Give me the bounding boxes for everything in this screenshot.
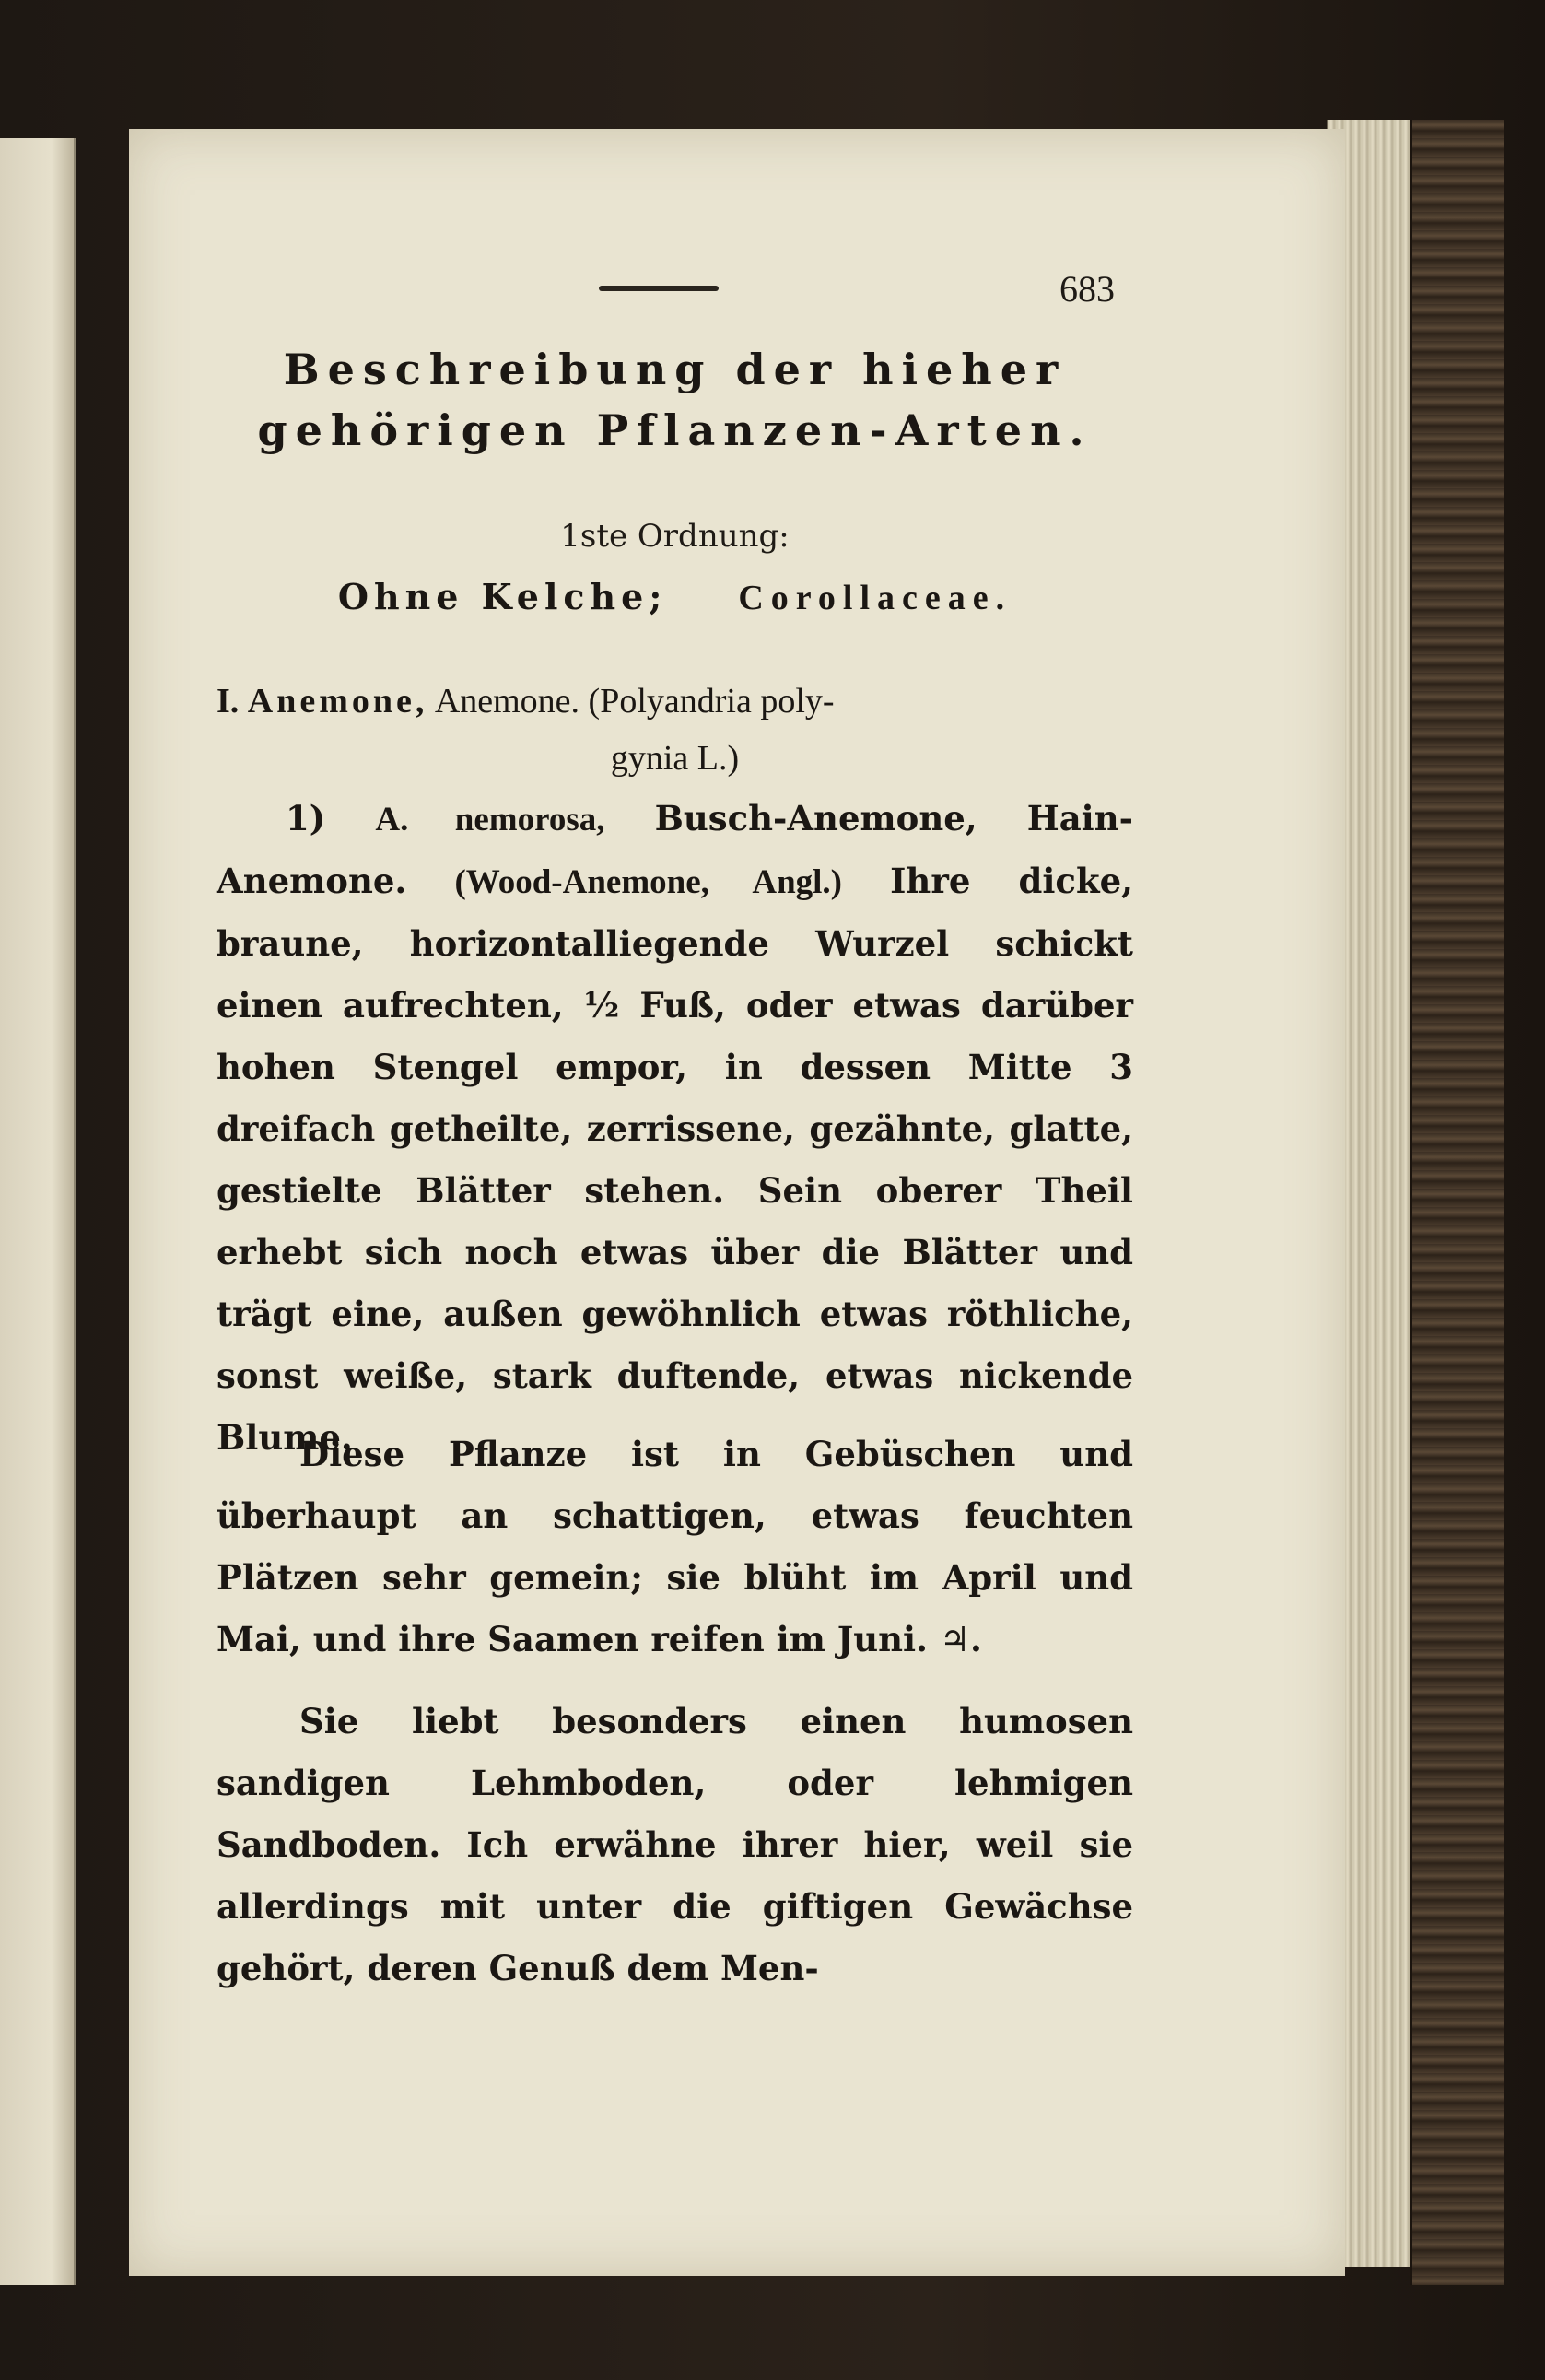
genus-latin-name: Anemone, bbox=[247, 682, 428, 721]
order-german-name: Ohne Kelche; bbox=[337, 576, 668, 617]
species-english-name: (Wood-Anemone, Angl.) bbox=[454, 863, 842, 901]
left-page-edge bbox=[0, 138, 76, 2285]
genus-classification-cont: gynia L.) bbox=[610, 739, 740, 778]
species-paragraph bbox=[217, 788, 1133, 1469]
order-subtitle bbox=[217, 576, 1133, 618]
habitat-paragraph: Diese Pflanze ist in Gebüschen und überhaupt an schattigen, etwas feuchten Plätzen sehr gemein; sie blüht im April und Mai, und ihre Saamen reifen im Juni. ♃. bbox=[217, 1434, 1133, 1659]
species-latin-name: A. nemorosa, bbox=[375, 801, 605, 838]
section-title: Beschreibung der hieher gehörigen Pflanzen-Arten. bbox=[257, 345, 1093, 455]
order-latin-name: Corollaceae. bbox=[738, 579, 1012, 617]
species-german-names: Busch-Anemone, Hain-Anemone. bbox=[217, 798, 1133, 901]
header-rule bbox=[599, 286, 719, 291]
species-description: Ihre dicke, braune, horizontalliegende Wurzel schickt einen aufrechten, ½ Fuß, oder etwas darüber hohen Stengel empor, in dessen Mitte 3 dreifach getheilte, zerrissene, gezähnte, glatte, gestielte Blätter stehen. Sein oberer Theil erhebt sich noch etwas über die Blätter und trägt eine, außen gewöhnlich etwas röthliche, sonst weiße, stark duftende, etwas nickende Blume. bbox=[217, 861, 1133, 1458]
genus-heading bbox=[217, 673, 1133, 787]
genus-classification: (Polyandria poly- bbox=[588, 682, 835, 721]
soil-paragraph: Sie liebt besonders einen humosen sandigen Lehmboden, oder lehmigen Sandboden. Ich erwähne ihrer hier, weil sie allerdings mit unter die giftigen Gewächse gehört, deren Genuß dem Men- bbox=[217, 1701, 1133, 1988]
book-cover-edge bbox=[1410, 120, 1504, 2285]
genus-german-name: Anemone. bbox=[434, 682, 580, 721]
species-number: 1) bbox=[286, 798, 326, 838]
genus-number: I. bbox=[217, 682, 240, 721]
order-title: 1ste Ordnung: bbox=[560, 518, 790, 555]
page-number: 683 bbox=[1059, 268, 1115, 310]
